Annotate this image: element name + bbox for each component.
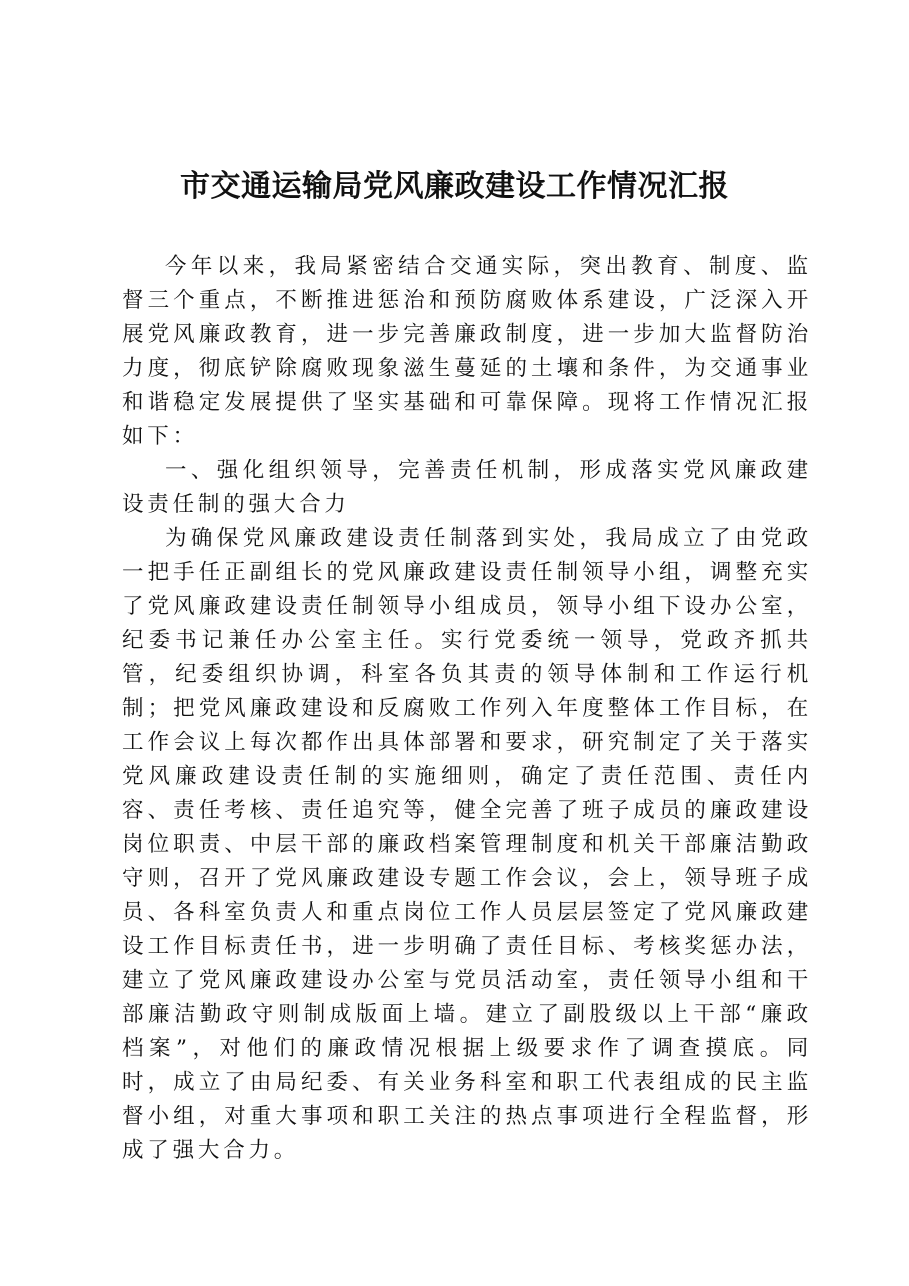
- section-heading-1: 一、强化组织领导，完善责任机制，形成落实党风廉政建设责任制的强大合力: [122, 458, 812, 517]
- section-1-paragraph: 为确保党风廉政建设责任制落到实处，我局成立了由党政一把手任正副组长的党风廉政建设责任制领导小组，调整充实了党风廉政建设责任制领导小组成员，领导小组下设办公室，纪委书记兼任办公室主任。实行党委统一领导，党政齐抓共管，纪委组织协调，科室各负其责的领导体制和工作运行机制；把党风廉政建设和反腐败工作列入年度整体工作目标，在工作会议上每次都作出具体部署和要求，研究制定了关于落实党风廉政建设责任制的实施细则，确定了责任范围、责任内容、责任考核、责任追究等，健全完善了班子成员的廉政建设岗位职责、中层干部的廉政档案管理制度和机关干部廉洁勤政守则，召开了党风廉政建设专题工作会议，会上，领导班子成员、各科室负责人和重点岗位工作人员层层签定了党风廉政建设工作目标责任书，进一步明确了责任目标、考核奖惩办法，建立了党风廉政建设办公室与党员活动室，责任领导小组和干部廉洁勤政守则制成版面上墙。建立了副股级以上干部“廉政档案”，对他们的廉政情况根据上级要求作了调查摸底。同时，成立了由局纪委、有关业务科室和职工代表组成的民主监督小组，对重大事项和职工关注的热点事项进行全程监督，形成了强大合力。: [122, 526, 812, 1163]
- intro-paragraph: 今年以来，我局紧密结合交通实际，突出教育、制度、监督三个重点，不断推进惩治和预防腐败体系建设，广泛深入开展党风廉政教育，进一步完善廉政制度，进一步加大监督防治力度，彻底铲除腐败现象滋生蔓延的土壤和条件，为交通事业和谐稳定发展提供了坚实基础和可靠保障。现将工作情况汇报如下：: [122, 254, 812, 449]
- document-title: 市交通运输局党风廉政建设工作情况汇报: [180, 169, 729, 204]
- document-body: [122, 250, 812, 1168]
